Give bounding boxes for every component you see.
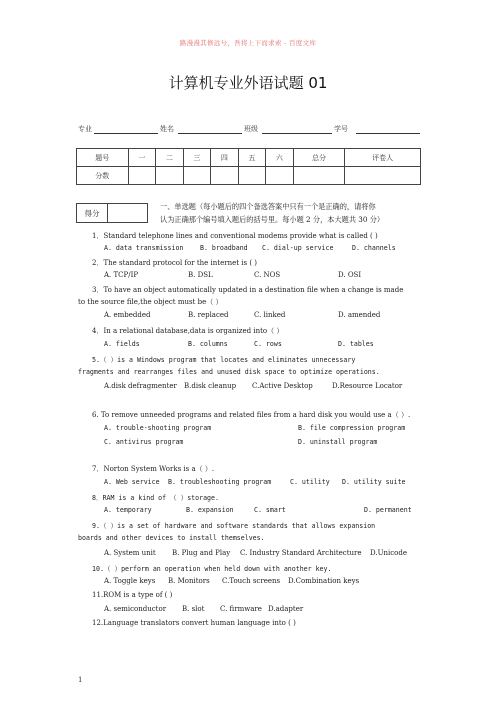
- name-label: 姓名: [160, 125, 174, 133]
- question-10: 10.（ ）perform an operation when held down with another key.: [92, 565, 332, 573]
- question-9-line-1: 9.（ ）is a set of hardware and software standards that allows expansion: [92, 522, 376, 530]
- score-box-field[interactable]: [108, 204, 147, 222]
- score-cell[interactable]: [238, 167, 266, 185]
- option: A. fields: [104, 340, 140, 348]
- question-2: 2．The standard protocol for the internet is ( ): [92, 259, 258, 267]
- option: B. Monitors: [168, 577, 210, 585]
- header-cell: 题号: [77, 149, 129, 167]
- question-7: 7．Norton System Works is a（ ）.: [92, 465, 215, 473]
- score-table-row: [77, 167, 421, 185]
- score-cell[interactable]: [345, 167, 421, 185]
- option: A. TCP/IP: [104, 271, 139, 279]
- section-line-2: 认为正确那个编号填入题后的括号里。每小题 2 分，本大题共 30 分）: [160, 215, 385, 224]
- option: D.Resource Locator: [332, 382, 403, 390]
- header-cell: 二: [156, 149, 184, 167]
- score-cell[interactable]: [183, 167, 211, 185]
- major-label: 专业: [78, 125, 92, 133]
- page-title: 计算机专业外语试题 01: [168, 74, 328, 92]
- question-12: 12.Language translators convert human language into ( ): [92, 619, 296, 627]
- question-4: 4．In a relational database,data is organized into（ ）: [92, 327, 284, 335]
- major-field[interactable]: [94, 133, 158, 134]
- option: A.disk defragmenter: [104, 382, 177, 390]
- option: B. broadband: [200, 244, 248, 252]
- score-box-label: 得分: [77, 204, 108, 222]
- student-info-line: [78, 124, 422, 136]
- question-11: 11.ROM is a type of ( ): [92, 591, 173, 599]
- option: D.Combination keys: [288, 577, 360, 585]
- option: B. DSL: [188, 271, 213, 279]
- class-label: 班级: [244, 125, 258, 133]
- option: C. utility: [290, 478, 330, 486]
- option: C. rows: [254, 340, 282, 348]
- page-number: 1: [78, 676, 83, 684]
- option: C. firmware: [220, 605, 262, 613]
- header-cell: 一: [128, 149, 156, 167]
- option: D.adapter: [268, 605, 304, 613]
- option: D. OSI: [338, 271, 362, 279]
- option: A. data transmission: [104, 244, 184, 252]
- question-1: 1．Standard telephone lines and conventional modems provide what is called ( ): [92, 232, 378, 240]
- option: A. temporary: [104, 506, 152, 514]
- header-cell: 五: [238, 149, 266, 167]
- option: A. Web service: [104, 478, 160, 486]
- option: B. columns: [188, 340, 228, 348]
- option: C. smart: [254, 506, 286, 514]
- option: C. linked: [254, 311, 286, 319]
- score-cell[interactable]: [156, 167, 184, 185]
- section-instructions: [160, 200, 430, 226]
- question-8: 8．RAM is a kind of （ ）storage.: [92, 494, 219, 502]
- score-table-header-row: [77, 149, 421, 167]
- id-field[interactable]: [356, 133, 420, 134]
- option: C. Industry Standard Architecture: [240, 549, 362, 557]
- option: C.Active Desktop: [252, 382, 313, 390]
- option: B. expansion: [186, 506, 234, 514]
- name-field[interactable]: [178, 133, 242, 134]
- question-6: 6. To remove unneeded programs and related files from a hard disk you would use a（ ）.: [92, 411, 411, 419]
- score-cell[interactable]: [293, 167, 345, 185]
- section-line-1: 一、单选题（每小题后的四个备选答案中只有一个是正确的，请将你: [160, 202, 376, 211]
- option: C. antivirus program: [104, 438, 184, 446]
- option: B. file compression program: [298, 424, 406, 432]
- option: B. replaced: [188, 311, 229, 319]
- question-3-line-1: 3．To have an object automatically updated in a destination file when a change is made: [92, 286, 404, 294]
- option: A. semiconductor: [104, 605, 167, 613]
- option: D. amended: [338, 311, 381, 319]
- id-label: 学号: [334, 125, 348, 133]
- question-3-line-2: to the source file,the object must be（ ）: [78, 298, 223, 306]
- score-table: [76, 148, 421, 185]
- question-5-line-2: fragments and rearranges files and unused disk space to optimize operations.: [78, 368, 380, 376]
- question-9-line-2: boards and other devices to install themselves.: [78, 534, 265, 542]
- score-cell[interactable]: [128, 167, 156, 185]
- option: A. embedded: [104, 311, 151, 319]
- score-cell[interactable]: [266, 167, 294, 185]
- option: B. slot: [182, 605, 205, 613]
- question-5-line-1: 5.（ ）is a Windows program that locates and eliminates unnecessary: [92, 356, 356, 364]
- option: D. tables: [338, 340, 374, 348]
- option: B. troubleshooting program: [168, 478, 272, 486]
- watermark-text: 路漫漫其修远兮，吾将上下而求索 - 百度文库: [179, 39, 317, 47]
- score-cell[interactable]: [211, 167, 239, 185]
- header-cell: 六: [266, 149, 294, 167]
- option: B.disk cleanup: [184, 382, 237, 390]
- header-cell: 三: [183, 149, 211, 167]
- option: D. permanent: [364, 506, 412, 514]
- option: D.Unicode: [370, 549, 407, 557]
- header-cell: 总分: [293, 149, 345, 167]
- option: B. Plug and Play: [172, 549, 231, 557]
- option: A. System unit: [104, 549, 156, 557]
- header-cell: 四: [211, 149, 239, 167]
- option: C.Touch screens: [222, 577, 281, 585]
- row-label-cell: 分数: [77, 167, 129, 185]
- section-score-box: [76, 203, 148, 223]
- option: C. dial-up service: [262, 244, 334, 252]
- option: A. Toggle keys: [104, 577, 156, 585]
- option: C. NOS: [254, 271, 281, 279]
- option: A. trouble-shooting program: [104, 424, 212, 432]
- class-field[interactable]: [262, 133, 332, 134]
- option: D. uninstall program: [298, 438, 378, 446]
- option: D. utility suite: [342, 478, 406, 486]
- option: D. channels: [352, 244, 396, 252]
- header-cell: 评卷人: [345, 149, 421, 167]
